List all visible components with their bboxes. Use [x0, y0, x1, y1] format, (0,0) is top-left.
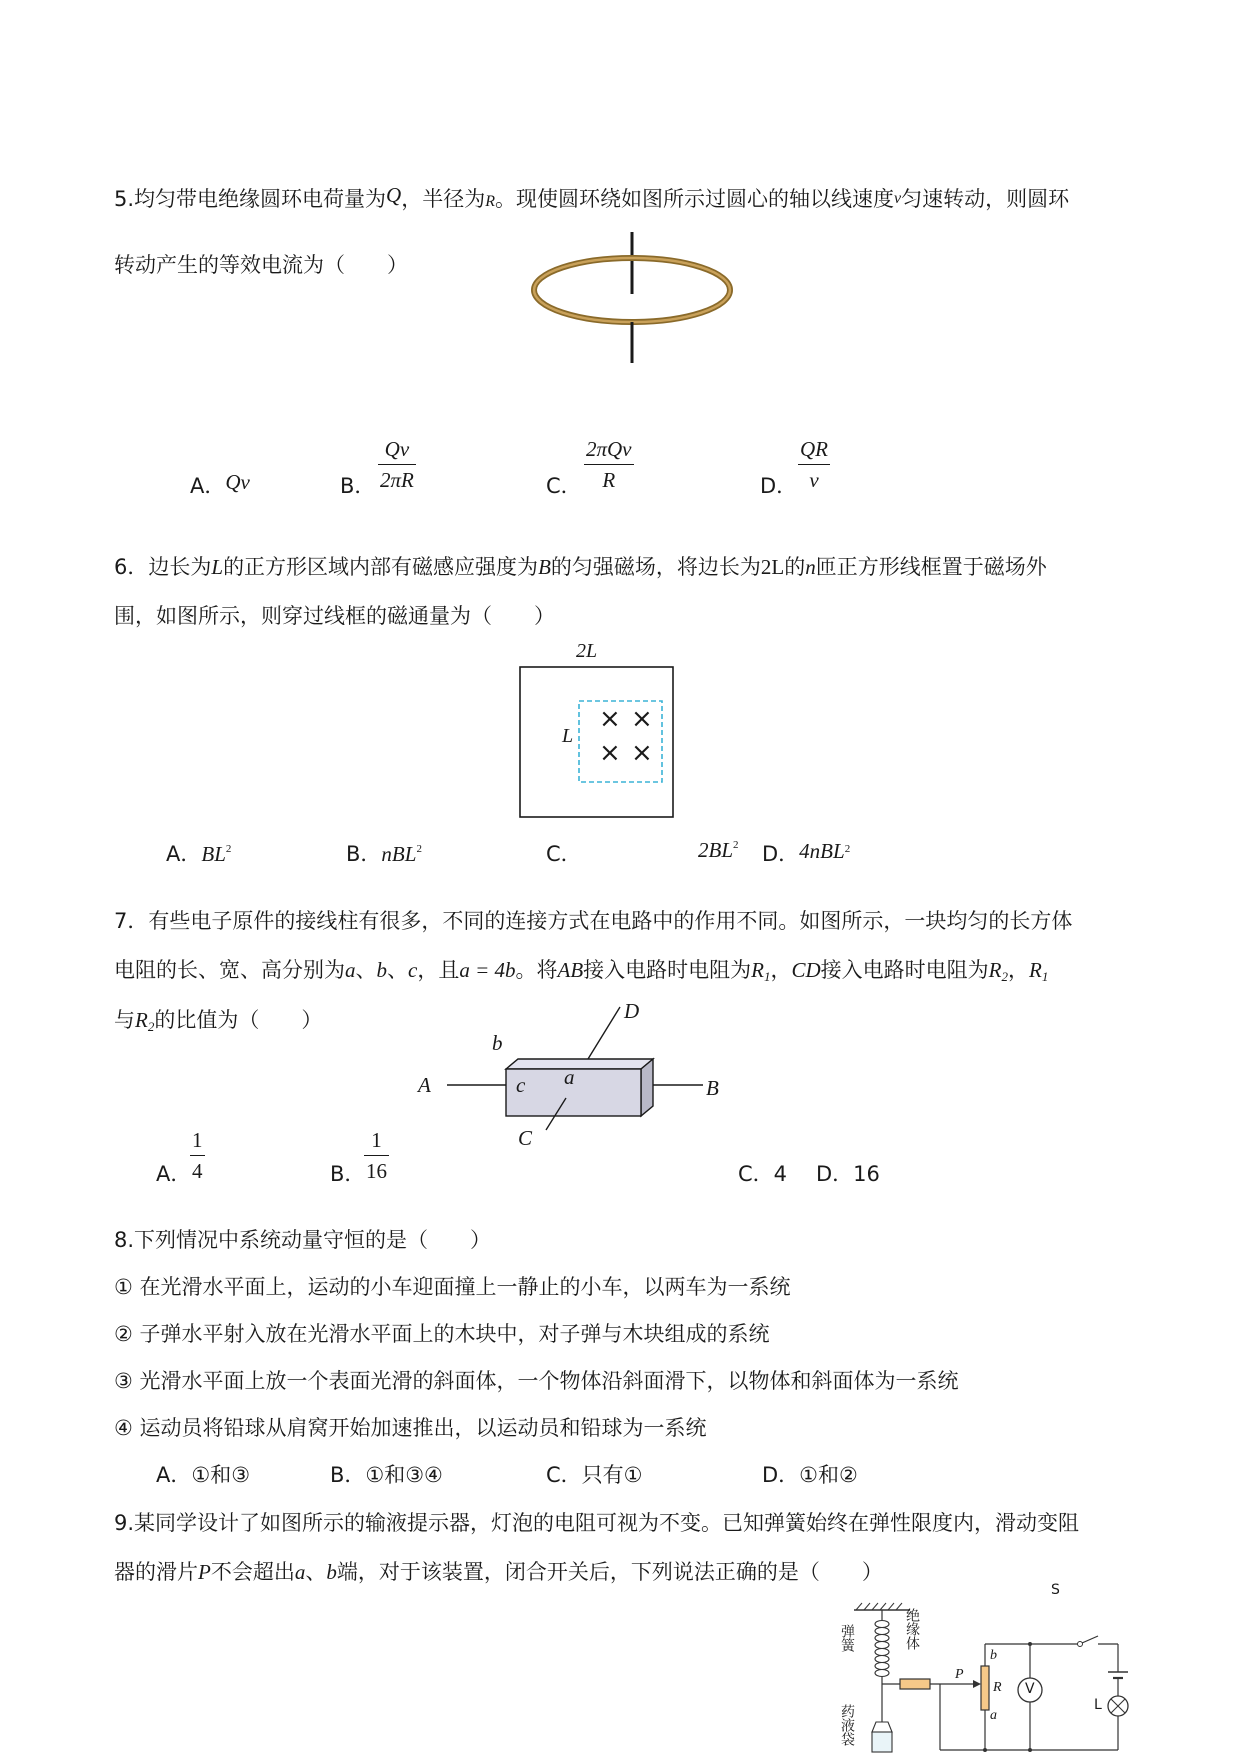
q7-line3: 与$R_2$的比值为（ ） — [114, 1008, 323, 1034]
q6-option-c[interactable]: C． — [546, 842, 582, 866]
q6-fig-label-2l: 2L — [576, 640, 598, 662]
q8-option-d[interactable]: D．①和② — [762, 1463, 858, 1487]
q6-line2: 围，如图所示，则穿过线框的磁通量为（ ） — [114, 604, 555, 628]
q7-fig-label-d: D — [624, 999, 640, 1023]
q8-option-a[interactable]: A．①和③ — [156, 1463, 251, 1487]
q7-cuboid-figure — [440, 1005, 720, 1135]
q7-fig-label-b-right: B — [706, 1076, 719, 1100]
q5-option-b-label[interactable]: B． — [340, 474, 376, 498]
q7-line2: 电阻的长、宽、高分别为a、b、c，且a = 4b。将AB接入电路时电阻为$R_1$，CD接入电路时电阻为$R_2$，$R_1$ — [114, 958, 1049, 984]
q6-option-c-value: $2BL^2$ — [698, 838, 739, 862]
q6-cross-4: × — [631, 738, 653, 768]
q5-option-d-fraction: QR v — [800, 437, 828, 492]
q5-option-d-label[interactable]: D． — [760, 474, 798, 498]
q5-option-b-fraction: Qv 2πR — [380, 437, 414, 492]
q6-cross-3: × — [599, 738, 621, 768]
q7-line1: 7．有些电子原件的接线柱有很多，不同的连接方式在电路中的作用不同。如图所示，一块均匀的长方体 — [114, 909, 1073, 933]
q9-fig-label-l: L — [1094, 1697, 1102, 1713]
q9-fig-label-s: S — [1051, 1582, 1060, 1598]
q7-option-a-fraction: 1 4 — [192, 1128, 203, 1183]
q9-circuit-figure — [840, 1594, 1140, 1754]
q5-ring-figure — [520, 230, 740, 365]
q7-option-b-fraction: 1 16 — [366, 1128, 387, 1183]
q7-option-b-label[interactable]: B． — [330, 1162, 366, 1186]
q7-fig-label-c-small: c — [516, 1073, 526, 1097]
q5-symbol-R: R — [485, 193, 495, 210]
q9-fig-label-insulator: 绝缘体 — [904, 1608, 920, 1650]
q7-fig-label-a-small: a — [564, 1065, 575, 1089]
q5-option-a[interactable]: A．Qv — [190, 470, 250, 498]
q8-item-4: ④ 运动员将铅球从肩窝开始加速推出，以运动员和铅球为一系统 — [114, 1416, 707, 1440]
q7-option-a-label[interactable]: A． — [156, 1162, 192, 1186]
q5-option-c-label[interactable]: C． — [546, 474, 582, 498]
q8-item-1: ① 在光滑水平面上，运动的小车迎面撞上一静止的小车，以两车为一系统 — [114, 1275, 791, 1299]
q9-fig-label-p: P — [955, 1667, 964, 1682]
q6-option-a[interactable]: A．$BL^2$ — [166, 842, 232, 866]
q8-option-c[interactable]: C．只有① — [546, 1463, 643, 1487]
q7-option-d[interactable]: D．16 — [816, 1162, 880, 1186]
q5-line2: 转动产生的等效电流为（ ） — [114, 253, 408, 277]
q6-fig-label-l: L — [562, 725, 574, 747]
q6-option-d[interactable]: D．4nBL$^2$ — [762, 839, 851, 866]
q6-cross-2: × — [631, 704, 653, 734]
q8-item-2: ② 子弹水平射入放在光滑水平面上的木块中，对子弹与木块组成的系统 — [114, 1322, 770, 1346]
q9-fig-label-spring: 弹簧 — [839, 1624, 855, 1652]
q9-line1: 9.某同学设计了如图所示的输液提示器，灯泡的电阻可视为不变。已知弹簧始终在弹性限度内，滑动变阻 — [114, 1511, 1080, 1535]
q9-fig-label-v: V — [1025, 1681, 1035, 1697]
q7-fig-label-c-bottom: C — [518, 1126, 533, 1150]
q5-line1: 5.均匀带电绝缘圆环电荷量为Q，半径为R。现使圆环绕如图所示过圆心的轴以线速度v匀速转动，则圆环 — [114, 183, 1070, 211]
q7-option-c[interactable]: C．4 — [738, 1162, 788, 1186]
q6-option-b[interactable]: B．nBL$^2$ — [346, 842, 422, 866]
q8-item-3: ③ 光滑水平面上放一个表面光滑的斜面体，一个物体沿斜面滑下，以物体和斜面体为一系统 — [114, 1369, 959, 1393]
q8-stem: 8.下列情况中系统动量守恒的是（ ） — [114, 1228, 492, 1252]
q9-fig-label-bag: 药液袋 — [839, 1704, 855, 1746]
q8-option-b[interactable]: B．①和③④ — [330, 1463, 443, 1487]
q6-line1: 6．边长为L的正方形区域内部有磁感应强度为B的匀强磁场，将边长为2L的n匝正方形线框置于磁场外 — [114, 555, 1047, 579]
q9-fig-label-b: b — [990, 1648, 997, 1663]
q9-line2: 器的滑片P不会超出a、b端，对于该装置，闭合开关后，下列说法正确的是（ ） — [114, 1560, 883, 1584]
q5-option-c-fraction: 2πQv R — [586, 437, 632, 492]
q7-fig-label-a-left: A — [418, 1073, 431, 1097]
q9-fig-label-a: a — [990, 1708, 997, 1723]
q6-cross-1: × — [599, 704, 621, 734]
q9-fig-label-r: R — [993, 1680, 1002, 1695]
q5-symbol-v: v — [894, 190, 902, 207]
q5-symbol-Q: Q — [386, 183, 402, 207]
q7-fig-label-b-small: b — [492, 1031, 503, 1055]
